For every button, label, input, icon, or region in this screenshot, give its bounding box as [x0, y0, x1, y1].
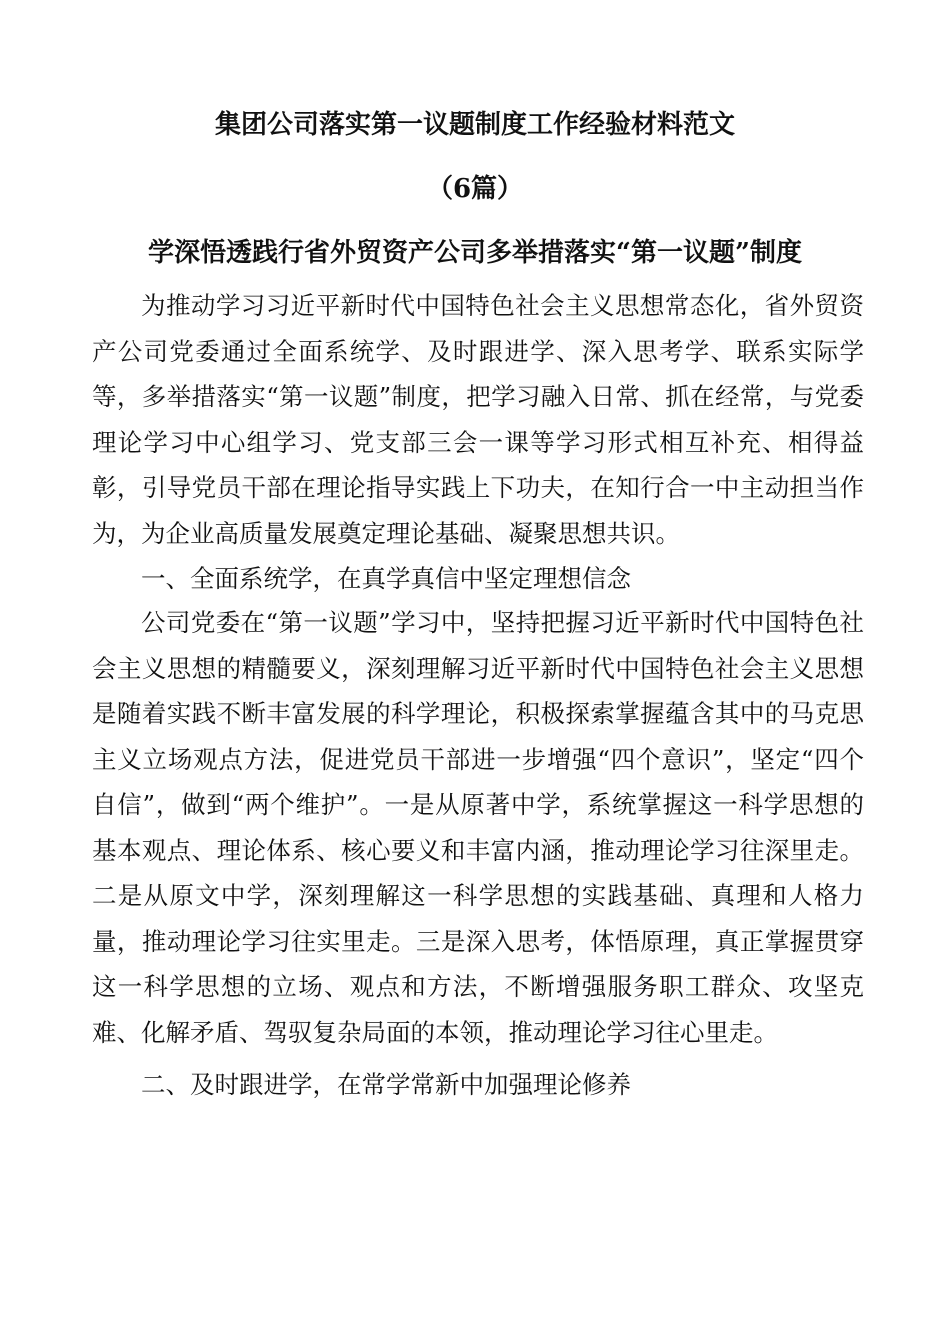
section-one-paragraph: 公司党委在“第一议题”学习中，坚持把握习近平新时代中国特色社会主义思想的精髓要义，深刻理解习近平新时代中国特色社会主义思想是随着实践不断丰富发展的科学理论，积极探索掌握蕴含其中的马克思主义立场观点方法，促进党员干部进一步增强“四个意识”，坚定“四个自信”，做到“两个维护”。一是从原著中学，系统掌握这一科学思想的基本观点、理论体系、核心要义和丰富内涵，推动理论学习往深里走。二是从原文中学，深刻理解这一科学思想的实践基础、真理和人格力量，推动理论学习往实里走。三是深入思考，体悟原理，真正掌握贯穿这一科学思想的立场、观点和方法，不断增强服务职工群众、攻坚克难、化解矛盾、驾驭复杂局面的本领，推动理论学习往心里走。: [92, 608, 864, 1047]
section-heading-two: 二、及时跟进学，在常学常新中加强理论修养: [141, 1070, 631, 1099]
section-heading-one: 一、全面系统学，在真学真信中坚定理想信念: [141, 564, 631, 593]
document-title: 集团公司落实第一议题制度工作经验材料范文: [214, 110, 735, 140]
article-title: 学深悟透践行省外贸资产公司多举措落实“第一议题”制度: [148, 238, 802, 268]
document-count: （6篇）: [426, 174, 524, 204]
intro-paragraph: 为推动学习习近平新时代中国特色社会主义思想常态化，省外贸资产公司党委通过全面系统学、及时跟进学、深入思考学、联系实际学等，多举措落实“第一议题”制度，把学习融入日常、抓在经常，与党委理论学习中心组学习、党支部三会一课等学习形式相互补充、相得益彰，引导党员干部在理论指导实践上下功夫，在知行合一中主动担当作为，为企业高质量发展奠定理论基础、凝聚思想共识。: [92, 291, 864, 548]
